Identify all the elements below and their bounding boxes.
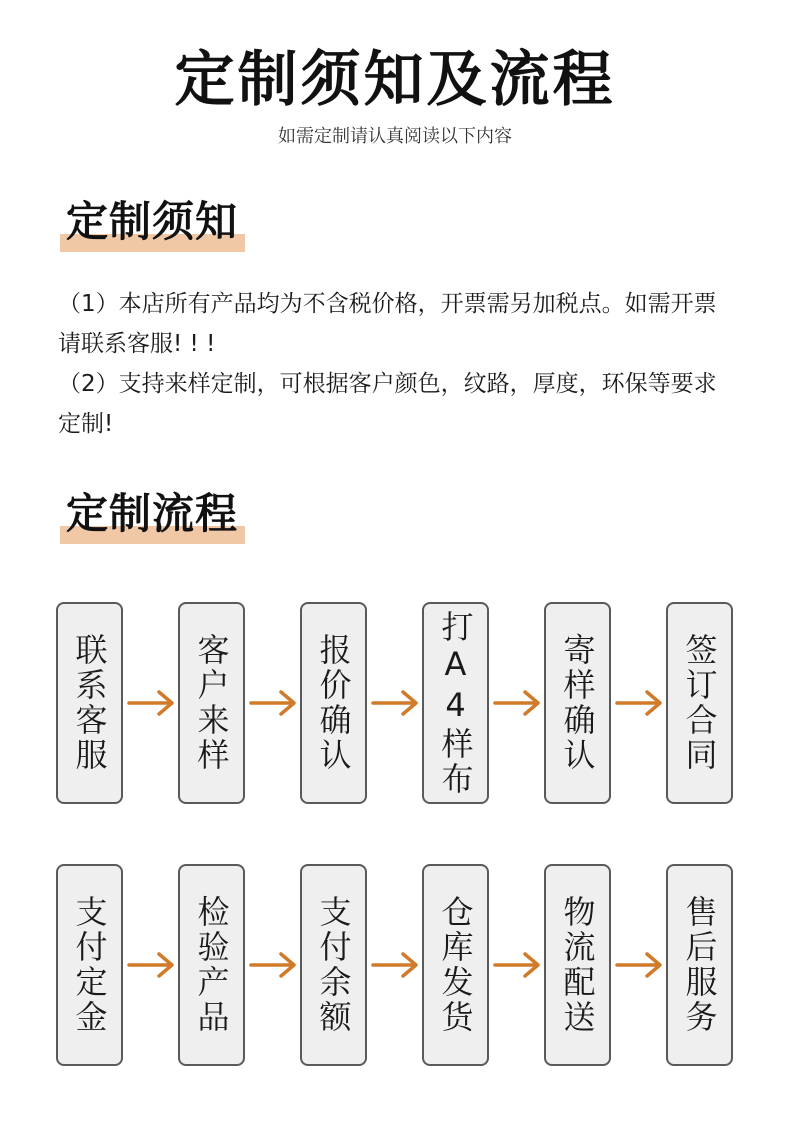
step-box	[422, 602, 489, 804]
notice-paragraph-2: （2）支持来样定制，可根据客户颜色，纹路，厚度，环保等要求定制!	[58, 371, 717, 437]
arrow-right-icon	[248, 950, 298, 980]
step-box	[300, 864, 367, 1066]
step-box	[300, 602, 367, 804]
step-box	[178, 602, 245, 804]
step-label: 检验产品	[192, 895, 231, 1035]
arrow-right-icon	[370, 950, 420, 980]
main-title: 定制须知及流程	[174, 45, 616, 115]
step-box	[666, 864, 733, 1066]
step-box	[422, 864, 489, 1066]
page-subtitle: 如需定制请认真阅读以下内容	[278, 126, 512, 147]
arrow-right-icon	[614, 688, 664, 718]
step-label: 支付定金	[70, 895, 109, 1035]
step-box	[544, 602, 611, 804]
step-box	[178, 864, 245, 1066]
step-label: 寄样确认	[558, 633, 597, 773]
step-label: 报价确认	[314, 633, 353, 773]
notice-heading-text: 定制须知	[66, 197, 239, 246]
step-label: 支付余额	[314, 895, 353, 1035]
process-heading-text: 定制流程	[66, 489, 239, 538]
arrow-right-icon	[492, 688, 542, 718]
step-box	[544, 864, 611, 1066]
step-box	[666, 602, 733, 804]
step-box	[56, 864, 123, 1066]
notice-paragraph-1: （1）本店所有产品均为不含税价格，开票需另加税点。如需开票请联系客服! ! !	[58, 291, 717, 357]
notice-section-heading	[60, 196, 245, 252]
flow-row-1	[0, 602, 790, 804]
step-box	[56, 602, 123, 804]
step-label: 客户来样	[192, 633, 231, 773]
arrow-right-icon	[126, 688, 176, 718]
step-label: 联系客服	[70, 633, 109, 773]
step-label: 售后服务	[680, 895, 719, 1035]
step-label: 打A4样布	[436, 609, 475, 797]
arrow-right-icon	[370, 688, 420, 718]
flow-row-2	[0, 864, 790, 1066]
notice-body	[58, 284, 738, 444]
step-label: 物流配送	[558, 895, 597, 1035]
process-section-heading	[60, 488, 245, 544]
arrow-right-icon	[614, 950, 664, 980]
step-label: 签订合同	[680, 633, 719, 773]
step-label: 仓库发货	[436, 895, 475, 1035]
arrow-right-icon	[248, 688, 298, 718]
arrow-right-icon	[126, 950, 176, 980]
arrow-right-icon	[492, 950, 542, 980]
